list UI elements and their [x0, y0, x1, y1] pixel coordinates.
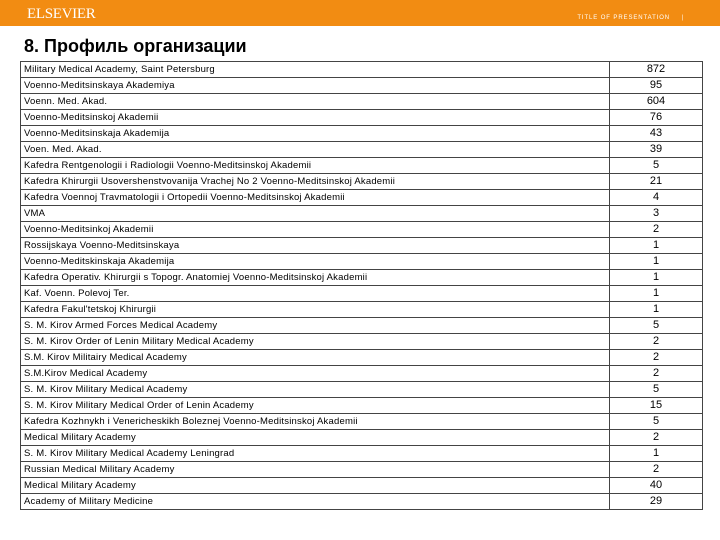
table-row: [21, 414, 703, 430]
table-row: [21, 366, 703, 382]
table-row: [21, 158, 703, 174]
table-row: [21, 478, 703, 494]
document-count-cell: 2: [610, 350, 703, 366]
table-row: [21, 78, 703, 94]
table-row: [21, 62, 703, 78]
document-count-cell: 1: [610, 446, 703, 462]
elsevier-logo: ELSEVIER: [27, 6, 96, 22]
organization-name-cell: Military Medical Academy, Saint Petersburg: [21, 62, 610, 78]
table-row: [21, 382, 703, 398]
organization-name-cell: Kafedra Rentgenologii i Radiologii Voenno-Meditsinskoj Akademii: [21, 158, 610, 174]
organization-name-cell: S. M. Kirov Military Medical Academy: [21, 382, 610, 398]
document-count-cell: 5: [610, 158, 703, 174]
document-count-cell: 2: [610, 462, 703, 478]
document-count-cell: 5: [610, 382, 703, 398]
organization-profile-table: [20, 61, 703, 510]
document-count-cell: 604: [610, 94, 703, 110]
document-count-cell: 5: [610, 414, 703, 430]
organization-name-cell: Voen. Med. Akad.: [21, 142, 610, 158]
organization-name-cell: Kaf. Voenn. Polevoj Ter.: [21, 286, 610, 302]
table-row: [21, 430, 703, 446]
document-count-cell: 2: [610, 430, 703, 446]
page-marker: |: [681, 15, 683, 21]
organization-name-cell: Voenno-Meditsinskaja Akademija: [21, 126, 610, 142]
table-row: [21, 254, 703, 270]
organization-name-cell: VMA: [21, 206, 610, 222]
organization-name-cell: Voenn. Med. Akad.: [21, 94, 610, 110]
document-count-cell: 2: [610, 366, 703, 382]
document-count-cell: 1: [610, 254, 703, 270]
table-row: [21, 270, 703, 286]
table-row: [21, 238, 703, 254]
document-count-cell: 3: [610, 206, 703, 222]
document-count-cell: 1: [610, 238, 703, 254]
document-count-cell: 1: [610, 302, 703, 318]
organization-name-cell: Academy of Military Medicine: [21, 494, 610, 510]
table-body: [21, 62, 703, 510]
table-row: [21, 142, 703, 158]
organization-name-cell: Kafedra Fakul'tetskoj Khirurgii: [21, 302, 610, 318]
document-count-cell: 1: [610, 270, 703, 286]
header-bar: [0, 0, 720, 26]
table-row: [21, 446, 703, 462]
organization-name-cell: Voenno-Meditsinskaya Akademiya: [21, 78, 610, 94]
organization-name-cell: Medical Military Academy: [21, 478, 610, 494]
document-count-cell: 21: [610, 174, 703, 190]
presentation-title: TITLE OF PRESENTATION: [577, 15, 670, 21]
table-row: [21, 350, 703, 366]
table-row: [21, 190, 703, 206]
document-count-cell: 39: [610, 142, 703, 158]
slide-title: 8. Профиль организации: [24, 36, 247, 56]
organization-name-cell: Kafedra Operativ. Khirurgii s Topogr. Anatomiej Voenno-Meditsinskoj Akademii: [21, 270, 610, 286]
document-count-cell: 95: [610, 78, 703, 94]
table-row: [21, 222, 703, 238]
organization-name-cell: S. M. Kirov Military Medical Academy Leningrad: [21, 446, 610, 462]
organization-name-cell: S. M. Kirov Order of Lenin Military Medical Academy: [21, 334, 610, 350]
organization-name-cell: Rossijskaya Voenno-Meditsinskaya: [21, 238, 610, 254]
document-count-cell: 872: [610, 62, 703, 78]
document-count-cell: 40: [610, 478, 703, 494]
organization-name-cell: Russian Medical Military Academy: [21, 462, 610, 478]
table-row: [21, 206, 703, 222]
organization-name-cell: S.M.Kirov Medical Academy: [21, 366, 610, 382]
table-row: [21, 174, 703, 190]
document-count-cell: 1: [610, 286, 703, 302]
table-row: [21, 494, 703, 510]
table-row: [21, 334, 703, 350]
table-row: [21, 398, 703, 414]
table-row: [21, 462, 703, 478]
table-row: [21, 110, 703, 126]
organization-name-cell: Voenno-Meditsinkoj Akademii: [21, 222, 610, 238]
organization-name-cell: Medical Military Academy: [21, 430, 610, 446]
document-count-cell: 2: [610, 222, 703, 238]
organization-name-cell: Kafedra Khirurgii Usovershenstvovanija Vrachej No 2 Voenno-Meditsinskoj Akademii: [21, 174, 610, 190]
document-count-cell: 29: [610, 494, 703, 510]
organization-name-cell: Voenno-Meditskinskaja Akademija: [21, 254, 610, 270]
table-row: [21, 302, 703, 318]
document-count-cell: 5: [610, 318, 703, 334]
table-row: [21, 126, 703, 142]
table-row: [21, 318, 703, 334]
organization-name-cell: S.M. Kirov Militairy Medical Academy: [21, 350, 610, 366]
document-count-cell: 76: [610, 110, 703, 126]
organization-name-cell: S. M. Kirov Armed Forces Medical Academy: [21, 318, 610, 334]
table-row: [21, 94, 703, 110]
document-count-cell: 15: [610, 398, 703, 414]
table-row: [21, 286, 703, 302]
document-count-cell: 43: [610, 126, 703, 142]
document-count-cell: 4: [610, 190, 703, 206]
organization-name-cell: Voenno-Meditsinskoj Akademii: [21, 110, 610, 126]
organization-name-cell: Kafedra Voennoj Travmatologii i Ortopedii Voenno-Meditsinskoj Akademii: [21, 190, 610, 206]
document-count-cell: 2: [610, 334, 703, 350]
organization-name-cell: Kafedra Kozhnykh i Venericheskikh Boleznej Voenno-Meditsinskoj Akademii: [21, 414, 610, 430]
organization-name-cell: S. M. Kirov Military Medical Order of Lenin Academy: [21, 398, 610, 414]
